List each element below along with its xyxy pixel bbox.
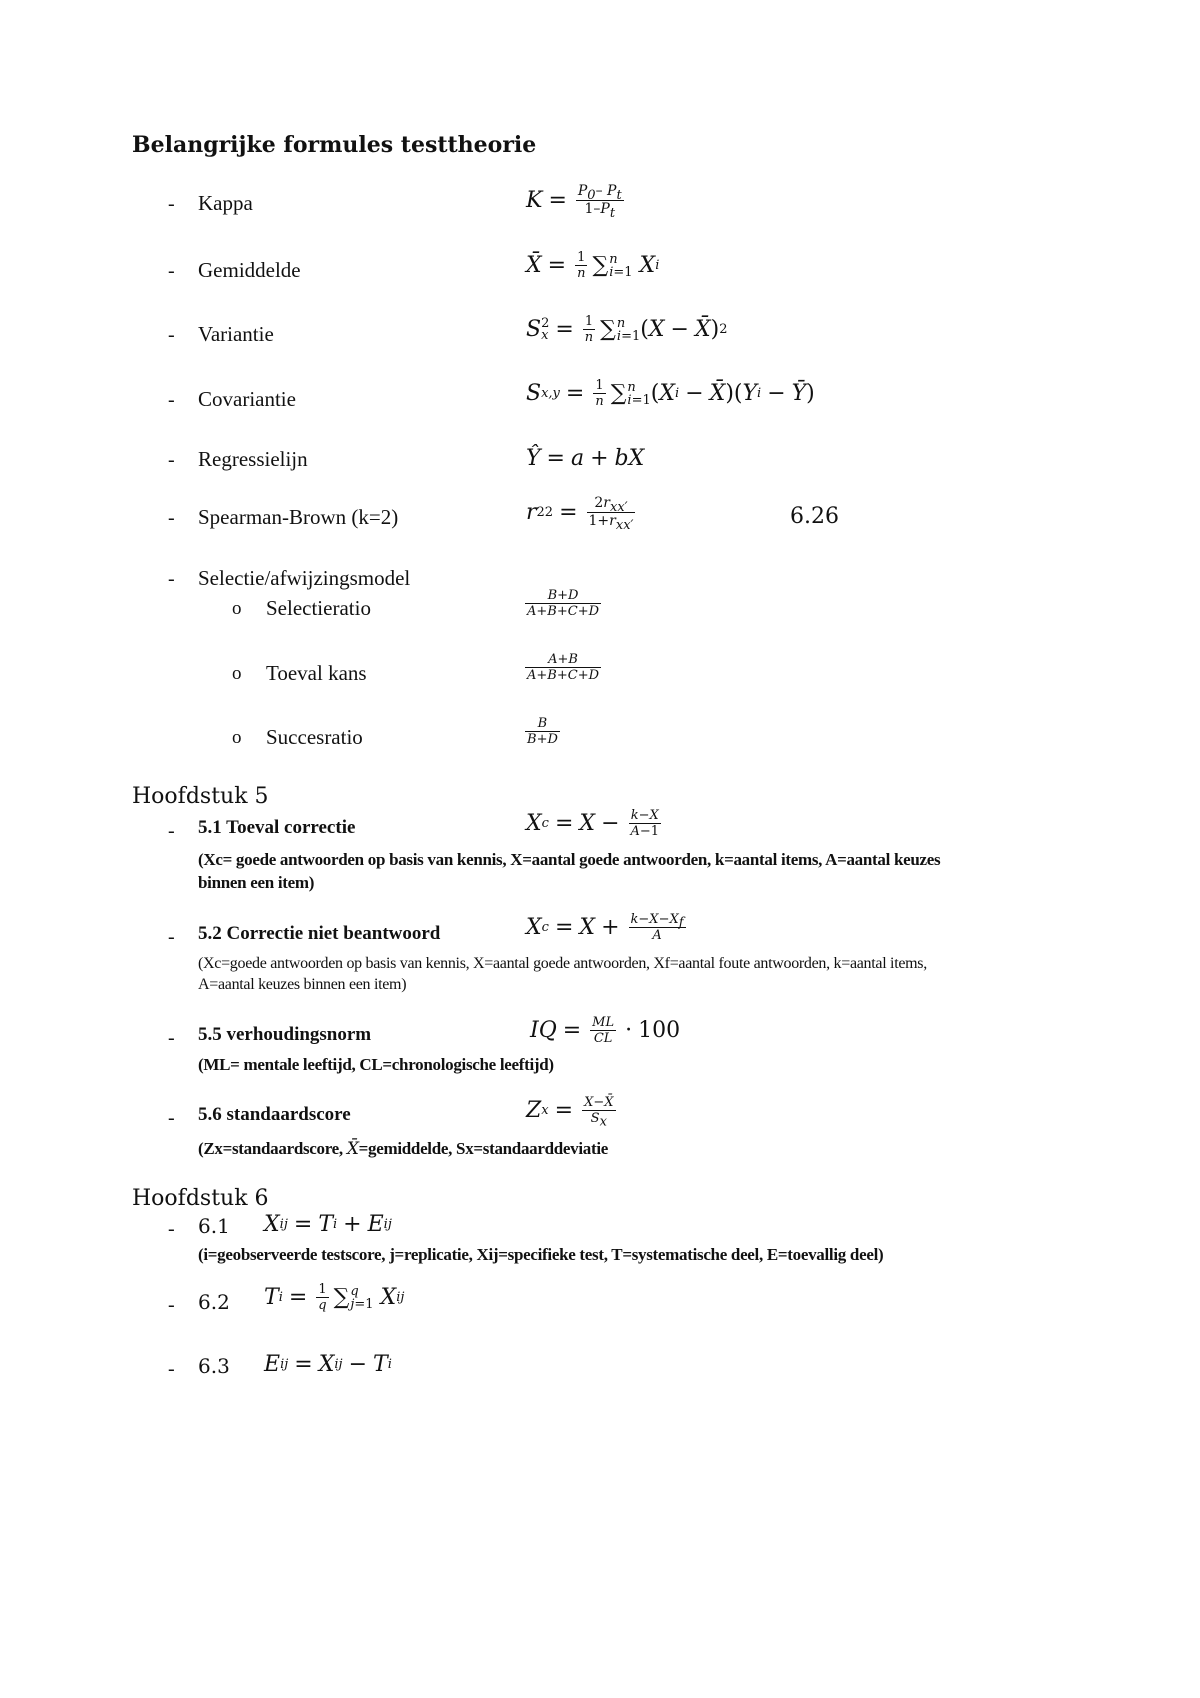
formula-6-2: T i = $\frac{1}{q}$ ∑ q j=1 X ij xyxy=(264,1282,405,1313)
item-label-5-6: 5.6 standaardscore xyxy=(198,1104,351,1125)
formula-5-5: IQ = $\frac{ML}{CL}$ · 100 xyxy=(530,1015,681,1046)
bullet-circle: o xyxy=(232,727,242,748)
note-5-1: (Xc= goede antwoorden op basis van kennis, X=aantal goede antwoorden, k=aantal items, A=aantal keuzes binnen een item) xyxy=(198,850,941,892)
formula-toeval-kans: $\frac{A+B}{A+B+C+D}$ xyxy=(527,652,600,683)
bullet-dash: - xyxy=(168,324,175,346)
chapter5-heading: Hoofdstuk 5 xyxy=(132,784,269,809)
bullet-dash: - xyxy=(168,926,175,948)
page-reference: 6.26 xyxy=(790,504,839,529)
formula-label-variantie: Variantie xyxy=(198,322,274,346)
note-5-6-pre: (Zx=standaardscore, xyxy=(198,1139,347,1158)
item-label-6-3: 6.3 xyxy=(198,1354,230,1378)
formula-variantie: S 2 x = $\frac{1}{n}$ ∑ n i=1 ( X − X̄ ) 2 xyxy=(526,314,728,345)
bullet-dash: - xyxy=(168,1358,175,1380)
chapter6-heading: Hoofdstuk 6 xyxy=(132,1186,269,1211)
formula-label-toeval-kans: Toeval kans xyxy=(266,661,367,685)
formula-label-selectiemodel: Selectie/afwijzingsmodel xyxy=(198,566,411,590)
bullet-dash: - xyxy=(168,1027,175,1049)
formula-regressielijn: Ŷ = a + bX xyxy=(526,446,645,471)
formula-5-6: Z x = $\frac{X-X̄}{S_x}$ xyxy=(526,1095,614,1130)
item-label-6-1: 6.1 xyxy=(198,1214,230,1238)
formula-label-kappa: Kappa xyxy=(198,191,253,215)
mean-symbol: X̄ xyxy=(346,1139,359,1159)
bullet-dash: - xyxy=(168,820,175,842)
formula-gemiddelde: X̄ = $\frac{1}{n}$ ∑ n i=1 X i xyxy=(526,250,660,281)
formula-label-spearman-brown: Spearman-Brown (k=2) xyxy=(198,505,399,529)
bullet-circle: o xyxy=(232,598,242,619)
note-5-6-post: =gemiddelde, Sx=standaarddeviatie xyxy=(358,1139,609,1158)
bullet-dash: - xyxy=(168,1294,175,1316)
note-6-1: (i=geobserveerde testscore, j=replicatie, Xij=specifieke test, T=systematische deel, E=toevallig deel) xyxy=(198,1245,884,1264)
formula-6-3: E ij = X ij − T i xyxy=(264,1352,392,1377)
formula-kappa: K = $\frac{P_0- P_t}{1-P_t}$ xyxy=(526,183,622,221)
item-label-5-2: 5.2 Correctie niet beantwoord xyxy=(198,923,441,944)
note-5-2: (Xc=goede antwoorden op basis van kennis, X=aantal goede antwoorden, Xf=aantal foute antwoorden, k=aantal items, A=aantal keuzes binnen een item) xyxy=(198,955,927,993)
page-title: Belangrijke formules testtheorie xyxy=(132,132,537,158)
item-label-5-5: 5.5 verhoudingsnorm xyxy=(198,1024,372,1045)
formula-6-1: X ij = T i + E ij xyxy=(264,1212,392,1237)
bullet-dash: - xyxy=(168,1218,175,1240)
bullet-circle: o xyxy=(232,663,242,684)
bullet-dash: - xyxy=(168,568,175,590)
formula-covariantie: S x,y = $\frac{1}{n}$ ∑ n i=1 ( X i − X̄ )( Y i − Ȳ ) xyxy=(526,378,815,409)
formula-label-succesratio: Succesratio xyxy=(266,725,363,749)
bullet-dash: - xyxy=(168,449,175,471)
bullet-dash: - xyxy=(168,389,175,411)
formula-label-selectieratio: Selectieratio xyxy=(266,596,371,620)
formula-5-1: X c = X − $\frac{k-X}{A-1}$ xyxy=(526,808,660,839)
formula-succesratio: $\frac{B}{B+D}$ xyxy=(527,716,558,747)
formula-label-covariantie: Covariantie xyxy=(198,387,296,411)
formula-spearman-brown: r 22 = $\frac{2r_{xx'}}{1+r_{xx'}}$ xyxy=(526,495,634,533)
bullet-dash: - xyxy=(168,1107,175,1129)
formula-selectieratio: $\frac{B+D}{A+B+C+D}$ xyxy=(527,588,600,619)
item-label-6-2: 6.2 xyxy=(198,1290,230,1314)
bullet-dash: - xyxy=(168,507,175,529)
formula-label-regressielijn: Regressielijn xyxy=(198,447,308,471)
formula-label-gemiddelde: Gemiddelde xyxy=(198,258,301,282)
bullet-dash: - xyxy=(168,193,175,215)
bullet-dash: - xyxy=(168,260,175,282)
item-label-5-1: 5.1 Toeval correctie xyxy=(198,817,356,838)
note-5-5: (ML= mentale leeftijd, CL=chronologische leeftijd) xyxy=(198,1055,554,1074)
note-5-6 xyxy=(198,1137,958,1161)
formula-5-2: X c = X + $\frac{k-X-X_f}{A}$ xyxy=(526,912,684,943)
